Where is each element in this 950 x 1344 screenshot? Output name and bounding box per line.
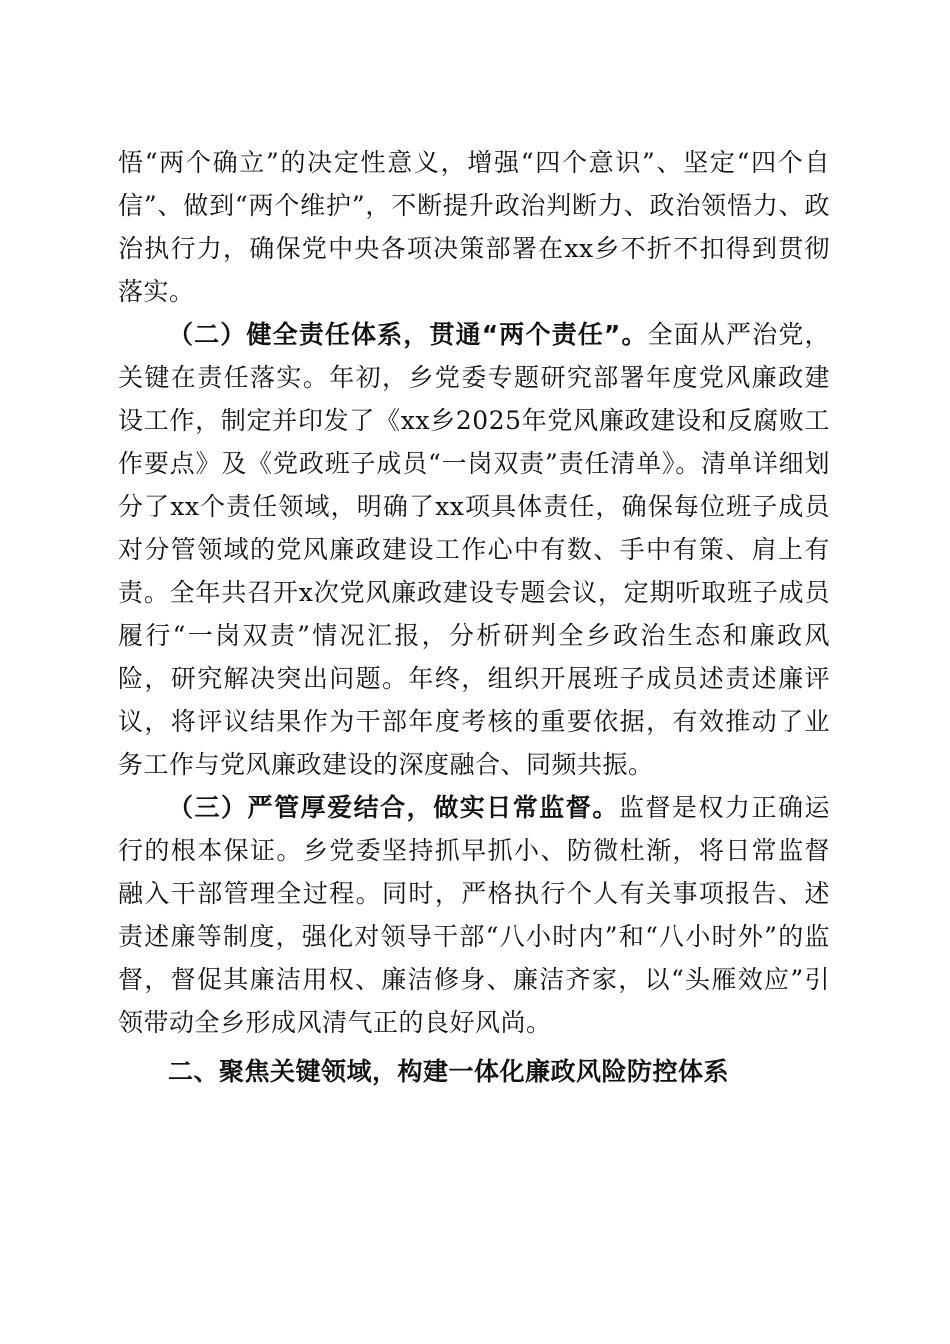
section-heading-2: 二、聚焦关键领域，构建一体化廉政风险防控体系 bbox=[168, 1057, 730, 1086]
paragraph-2 bbox=[118, 313, 830, 786]
document-body bbox=[118, 141, 830, 1093]
paragraph-3 bbox=[118, 786, 830, 1044]
subheading-2: （二）健全责任体系，贯通“两个责任”。 bbox=[168, 320, 648, 349]
paragraph-1 bbox=[118, 141, 830, 313]
paragraph-3-body: 监督是权力正确运行的根本保证。乡党委坚持抓早抓小、防微杜渐，将日常监督融入干部管理全过程。同时，严格执行个人有关事项报告、述责述廉等制度，强化对领导干部“八小时内”和“八小时外”的监督，督促其廉洁用权、廉洁修身、廉洁齐家，以“头雁效应”引领带动全乡形成风清气正的良好风尚。 bbox=[118, 793, 830, 1037]
paragraph-2-body: 全面从严治党，关键在责任落实。年初，乡党委专题研究部署年度党风廉政建设工作，制定并印发了《xx乡2025年党风廉政建设和反腐败工作要点》及《党政班子成员“一岗双责”责任清单》。清单详细划分了xx个责任领域，明确了xx项具体责任，确保每位班子成员对分管领域的党风廉政建设工作心中有数、手中有策、肩上有责。全年共召开x次党风廉政建设专题会议，定期听取班子成员履行“一岗双责”情况汇报，分析研判全乡政治生态和廉政风险，研究解决突出问题。年终，组织开展班子成员述责述廉评议，将评议结果作为干部年度考核的重要依据，有效推动了业务工作与党风廉政建设的深度融合、同频共振。 bbox=[118, 320, 830, 779]
paragraph-1-text: 悟“两个确立”的决定性意义，增强“四个意识”、坚定“四个自信”、做到“两个维护”，不断提升政治判断力、政治领悟力、政治执行力，确保党中央各项决策部署在xx乡不折不扣得到贯彻落实。 bbox=[118, 148, 830, 306]
subheading-3: （三）严管厚爱结合，做实日常监督。 bbox=[168, 793, 619, 822]
